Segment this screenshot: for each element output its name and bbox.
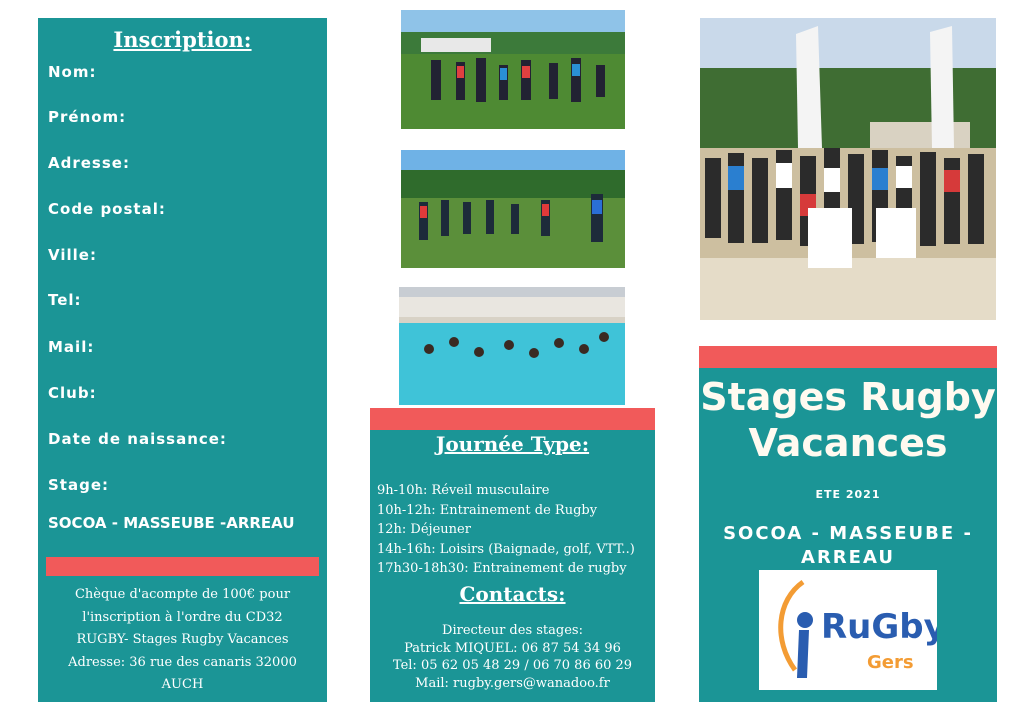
photo-group: [700, 18, 996, 320]
contact-line: Directeur des stages:: [442, 623, 583, 638]
locations-line: ARREAU: [801, 547, 895, 568]
brochure-title: [699, 374, 997, 466]
schedule-item: 14h-16h: Loisirs (Baignade, golf, VTT..): [377, 541, 635, 557]
rugby-gers-logo: [759, 570, 937, 690]
field-mail: Mail:: [48, 338, 95, 356]
inscription-title: Inscription:: [113, 27, 252, 52]
brochure-title-line: Stages Rugby: [700, 375, 996, 419]
field-prenom: Prénom:: [48, 108, 127, 126]
coral-divider-left: [46, 557, 319, 576]
field-club: Club:: [48, 384, 97, 402]
cheque-line: Adresse: 36 rue des canaris 32000: [68, 654, 297, 670]
photo-swimming-pool: [399, 287, 625, 405]
coral-divider-right: [699, 346, 997, 368]
brochure-locations: [699, 522, 997, 570]
field-tel: Tel:: [48, 291, 82, 309]
schedule-item: 17h30-18h30: Entrainement de rugby: [377, 561, 627, 576]
journee-title: Journée Type:: [435, 432, 590, 456]
field-adresse: Adresse:: [48, 154, 130, 172]
schedule-item: 12h: Déjeuner: [377, 522, 471, 537]
contact-line: Patrick MIQUEL: 06 87 54 34 96: [404, 640, 621, 656]
brochure-subtitle: ETE 2021: [815, 488, 881, 501]
stage-locations: SOCOA - MASSEUBE -ARREAU: [48, 514, 295, 532]
schedule-item: 10h-12h: Entrainement de Rugby: [377, 502, 598, 518]
cover-panel: [699, 368, 997, 702]
schedule-list: [377, 481, 635, 579]
cheque-line: AUCH: [161, 677, 204, 692]
brochure-title-line: Vacances: [748, 421, 948, 465]
field-code-postal: Code postal:: [48, 200, 166, 218]
field-ville: Ville:: [48, 246, 97, 264]
cheque-line: Chèque d'acompte de 100€ pour: [74, 587, 291, 602]
cheque-info: [38, 584, 327, 697]
svg-text:RuGby: RuGby: [821, 607, 937, 647]
svg-text:Gers: Gers: [867, 652, 914, 673]
field-date-naissance: Date de naissance:: [48, 430, 227, 448]
schedule-item: 9h-10h: Réveil musculaire: [377, 483, 550, 498]
contacts-title: Contacts:: [459, 582, 566, 606]
field-nom: Nom:: [48, 63, 97, 81]
locations-line: SOCOA - MASSEUBE -: [723, 523, 973, 544]
field-stage: Stage:: [48, 476, 110, 494]
contacts-block: [370, 622, 655, 692]
cheque-line: RUGBY- Stages Rugby Vacances: [76, 632, 289, 647]
photo-training-field-2: [401, 150, 625, 268]
contact-line: Mail: rugby.gers@wanadoo.fr: [415, 675, 610, 691]
cheque-line: l'inscription à l'ordre du CD32: [82, 609, 283, 625]
coral-divider-middle: [370, 408, 655, 430]
photo-training-field-1: [401, 10, 625, 129]
journee-contacts-panel: [370, 430, 655, 702]
contact-line: Tel: 05 62 05 48 29 / 06 70 86 60 29: [392, 658, 633, 673]
